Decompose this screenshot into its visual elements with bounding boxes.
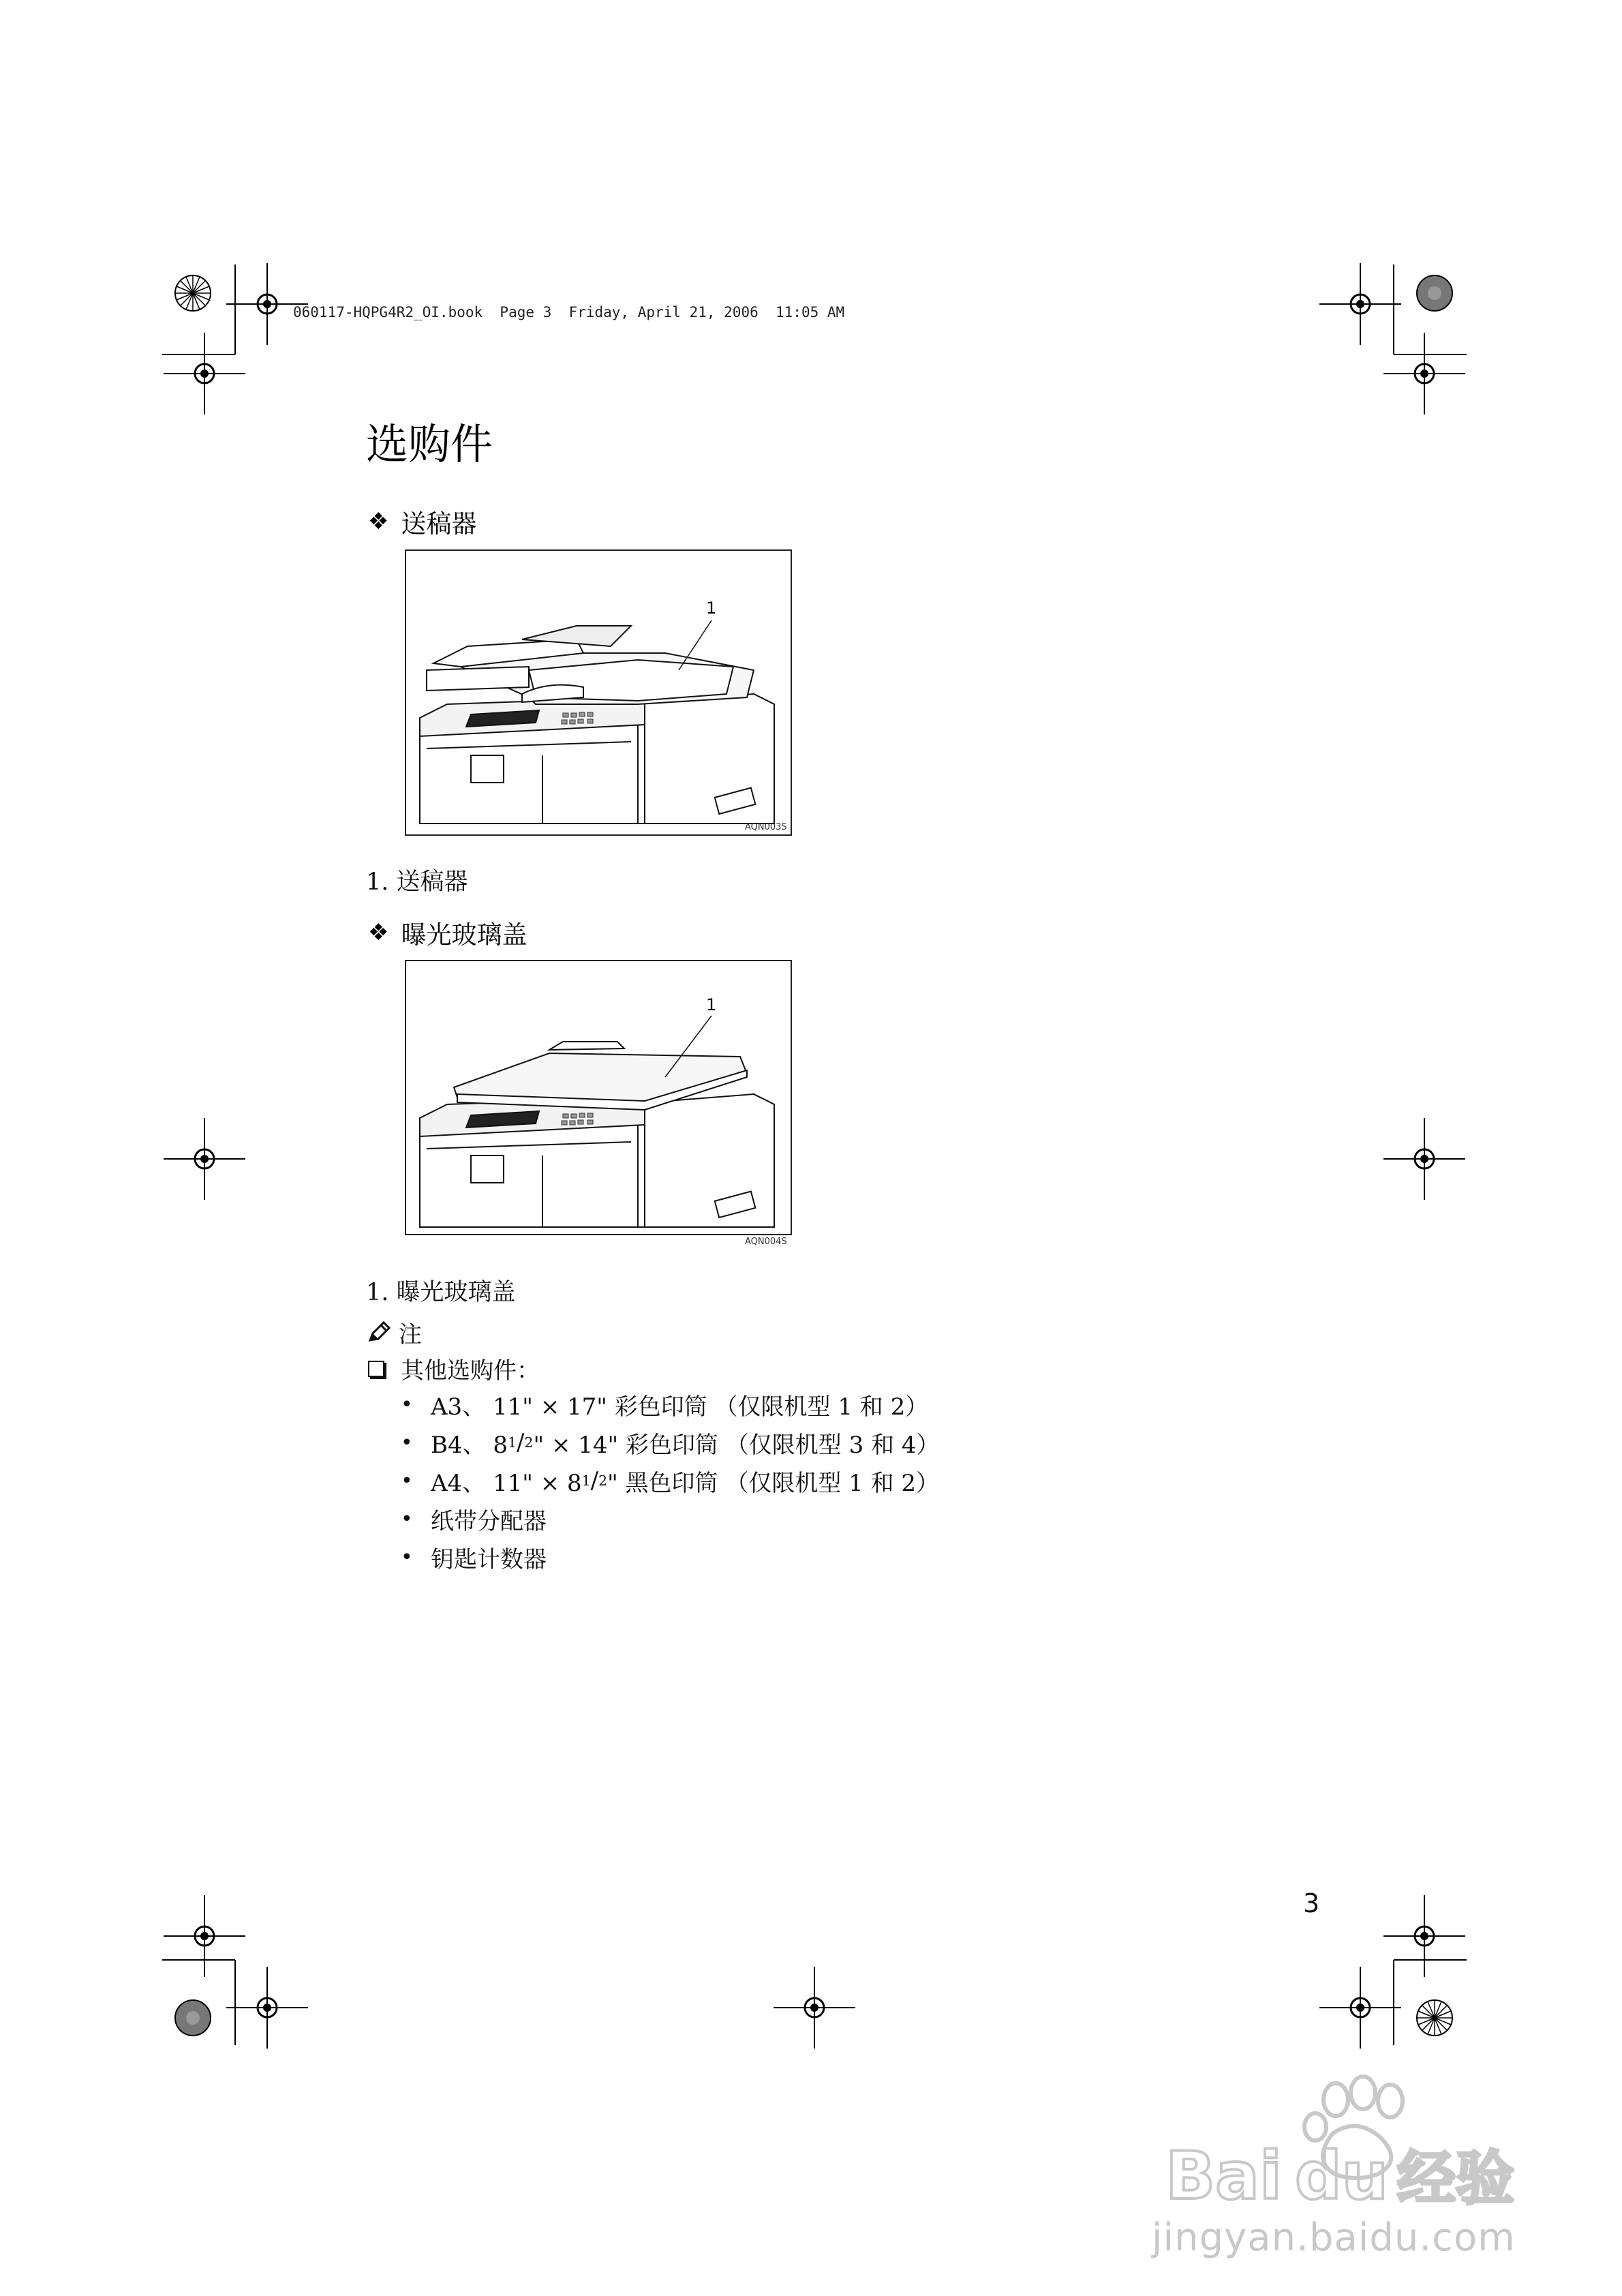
section-heading-exposure-glass-cover	[368, 914, 527, 951]
pencil-icon	[366, 1320, 392, 1346]
options-list	[401, 1385, 939, 1576]
svg-text:经验: 经验	[1397, 2145, 1514, 2209]
svg-text:du: du	[1295, 2138, 1389, 2209]
list-item: • 纸带分配器	[401, 1507, 547, 1535]
figure-code: AQN004S	[745, 1237, 787, 1247]
callout-label: 1	[706, 599, 717, 618]
section-heading-feeder	[368, 503, 476, 540]
figure-exposure-glass-cover	[405, 960, 792, 1235]
section-heading-text: 送稿器	[401, 509, 477, 539]
list-item: • A4、 11" × 8 1 / 2 " 黑色印筒 （仅限机型 1 和 2）	[401, 1467, 940, 1497]
note-heading-text: 注	[399, 1321, 422, 1348]
section-heading-text: 曝光玻璃盖	[401, 920, 527, 950]
baidu-paw-logo	[1152, 2072, 1533, 2209]
list-item: • A3、 11" × 17" 彩色印筒 （仅限机型 1 和 2）	[401, 1392, 929, 1421]
copier-with-cover-illustration	[406, 961, 791, 1234]
baidu-watermark	[1152, 2072, 1533, 2277]
file-info-header: 060117-HQPG4R2_OI.book Page 3 Friday, April 21, 2006 11:05 AM	[293, 304, 845, 320]
page-title: 选购件	[366, 419, 493, 469]
diamond-icon: ❖	[368, 919, 389, 946]
watermark-url: jingyan.baidu.com	[1152, 2216, 1516, 2260]
diamond-icon: ❖	[368, 508, 389, 535]
list-item: • B4、 8 1 / 2 " × 14" 彩色印筒 （仅限机型 3 和 4）	[401, 1429, 940, 1459]
figure-caption: 1. 曝光玻璃盖	[366, 1279, 516, 1306]
checkbox-icon	[368, 1361, 384, 1377]
page-number: 3	[1303, 1888, 1320, 1918]
svg-text:Bai: Bai	[1165, 2138, 1282, 2209]
copier-with-feeder-illustration	[406, 551, 791, 834]
callout-label: 1	[706, 995, 717, 1014]
figure-code: AQN003S	[745, 822, 787, 832]
figure-caption: 1. 送稿器	[366, 868, 468, 896]
figure-document-feeder	[405, 549, 792, 836]
list-item: • 钥匙计数器	[401, 1545, 547, 1573]
note-heading	[366, 1316, 422, 1349]
note-intro-text: 其他选购件：	[401, 1357, 540, 1385]
note-intro	[366, 1352, 540, 1385]
